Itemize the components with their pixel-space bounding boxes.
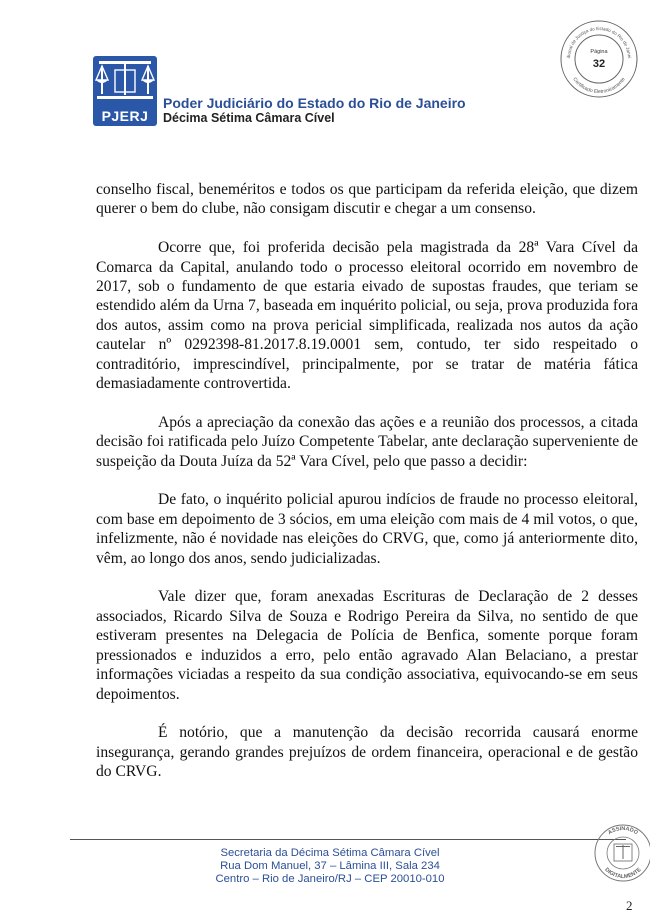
- stamp-ring-bottom: Certificado Eletronicamente: [571, 76, 627, 96]
- paragraph: É notório, que a manutenção da decisão recorrida causará enorme insegurança, gerando grandes prejuízos de ordem financeira, operacional e de gestão do CRVG.: [96, 724, 638, 781]
- document-body: [96, 180, 638, 801]
- logo-text: PJERJ: [101, 108, 149, 124]
- chamber-name: Décima Sétima Câmara Cível: [163, 111, 335, 125]
- pjerj-logo: [93, 56, 157, 126]
- paragraph: Após a apreciação da conexão das ações e a reunião dos processos, a citada decisão foi ratificada pelo Juízo Competente Tabelar, ante declaração superveniente de suspeição da Douta Juíza da 52ª Vara Cível, pelo que passo a decidir:: [96, 413, 638, 470]
- digital-signature-seal: [592, 818, 650, 886]
- seal-ring-bottom: DIGITALMENTE: [603, 866, 643, 881]
- footer-line-2: Rua Dom Manuel, 37 – Lâmina III, Sala 234: [220, 860, 440, 872]
- paragraph: De fato, o inquérito policial apurou indícios de fraude no processo eleitoral, com base em depoimento de 3 sócios, em uma eleição com mais de 4 mil votos, o que, infelizmente, não é novidade nas eleições do CRVG, que, como já anteriormente dito, vêm, ao longo dos anos, sendo judicializadas.: [96, 491, 638, 567]
- stamp-ring-top: ibunal de Justiça do Estado do Rio de Janei: [566, 25, 632, 59]
- footer-line-3: Centro – Rio de Janeiro/RJ – CEP 20010-010: [215, 873, 445, 885]
- paragraph: Ocorre que, foi proferida decisão pela magistrada da 28ª Vara Cível da Comarca da Capital, anulando todo o processo eleitoral ocorrido em novembro de 2017, sob o fundamento de que estaria eivado de supostas fraudes, que teriam se estendido além da Urna 7, baseada em inquérito policial, ou seja, prova produzida fora dos autos, assim como na prova pericial simplificada, realizada nos autos da ação cautelar nº 0292398-81.2017.8.19.0001 sem, contudo, ter sido respeitado o contraditório, imprescindível, principalmente, por se tratar de matéria fática demasiadamente controvertida.: [96, 239, 638, 393]
- footer-line-1: Secretaria da Décima Sétima Câmara Cível: [220, 847, 440, 859]
- paragraph: conselho fiscal, beneméritos e todos os que participam da referida eleição, que dizem querer o bem do clube, não consigam discutir e chegar a um consenso.: [96, 181, 638, 218]
- court-name: Poder Judiciário do Estado do Rio de Janeiro: [163, 95, 466, 111]
- scales-of-justice-icon: [93, 56, 157, 108]
- paragraph: Vale dizer que, foram anexadas Escrituras de Declaração de 2 desses associados, Ricardo Silva de Souza e Rodrigo Pereira da Silva, no sentido de que estiveram presentes na Delegacia de Polícia de Benfica, somente porque foram pressionados e induzidos a erro, pelo então agravado Alan Belaciano, a prestar informações viciadas a respeito da sua condição associativa, equivocando-se em seus depoimentos.: [96, 588, 638, 703]
- stamp-page-number: 32: [592, 58, 606, 70]
- page-stamp: [558, 18, 640, 100]
- footer-divider: [70, 839, 626, 840]
- seal-ring-top: ASSINADO: [607, 825, 639, 837]
- page-number: 2: [626, 898, 633, 913]
- footer-address: [180, 847, 480, 886]
- stamp-page-label: Página: [590, 49, 608, 55]
